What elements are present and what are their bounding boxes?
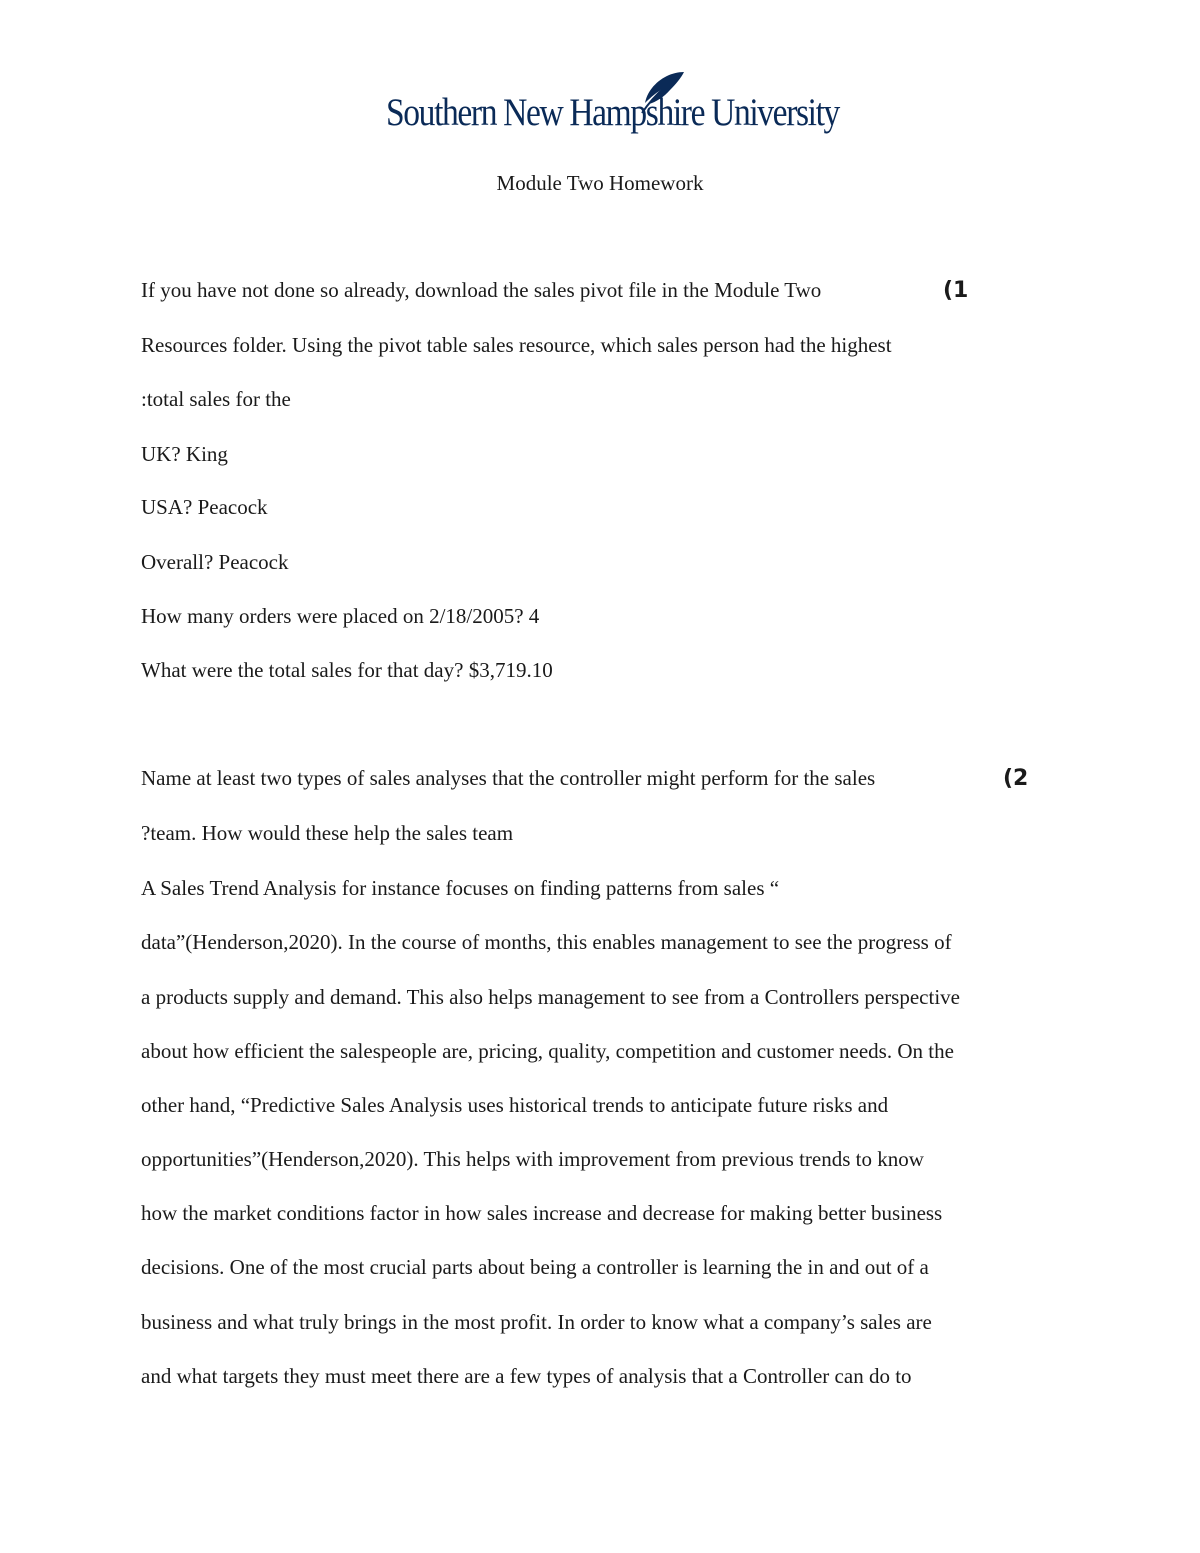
document-title: Module Two Homework [496,171,704,195]
q2-answer-line: business and what truly brings in the most profit. In order to know what a company’s sales are [141,1310,932,1334]
q2-answer-line: about how efficient the salespeople are, pricing, quality, competition and customer needs. On the [141,1039,954,1063]
q1-line: :total sales for the [141,387,291,411]
q1-answer-usa: USA? Peacock [141,495,268,519]
q2-answer-line: other hand, “Predictive Sales Analysis uses historical trends to anticipate future risks and [141,1093,889,1117]
q2-answer-line: and what targets they must meet there are a few types of analysis that a Controller can do to [141,1364,912,1388]
q1-answer-overall: Overall? Peacock [141,550,289,574]
q2-answer-line: A Sales Trend Analysis for instance focuses on finding patterns from sales “ [141,876,780,900]
q1-line: If you have not done so already, download the sales pivot file in the Module Two [141,278,822,302]
q1-answer-orders: How many orders were placed on 2/18/2005? 4 [141,604,540,628]
question-2-marker: (2 [1003,766,1029,791]
q2-answer-line: decisions. One of the most crucial parts about being a controller is learning the in and out of a [141,1255,929,1279]
q1-line: Resources folder. Using the pivot table sales resource, which sales person had the highest [141,333,892,357]
q2-answer-line: opportunities”(Henderson,2020). This helps with improvement from previous trends to know [141,1147,924,1171]
logo-text: Southern New Hampshire University [386,91,839,134]
q2-answer-line: how the market conditions factor in how sales increase and decrease for making better business [141,1201,943,1225]
q2-answer-line: data”(Henderson,2020). In the course of months, this enables management to see the progress of [141,930,952,954]
q2-answer-line: a products supply and demand. This also helps management to see from a Controllers perspective [141,985,960,1009]
university-logo [386,70,839,136]
q2-line: ?team. How would these help the sales team [141,821,514,845]
q2-line: Name at least two types of sales analyses that the controller might perform for the sales [141,766,876,790]
question-1-marker: (1 [943,278,969,303]
q1-answer-uk: UK? King [141,442,228,466]
q1-answer-total-sales: What were the total sales for that day? $3,719.10 [141,658,553,682]
